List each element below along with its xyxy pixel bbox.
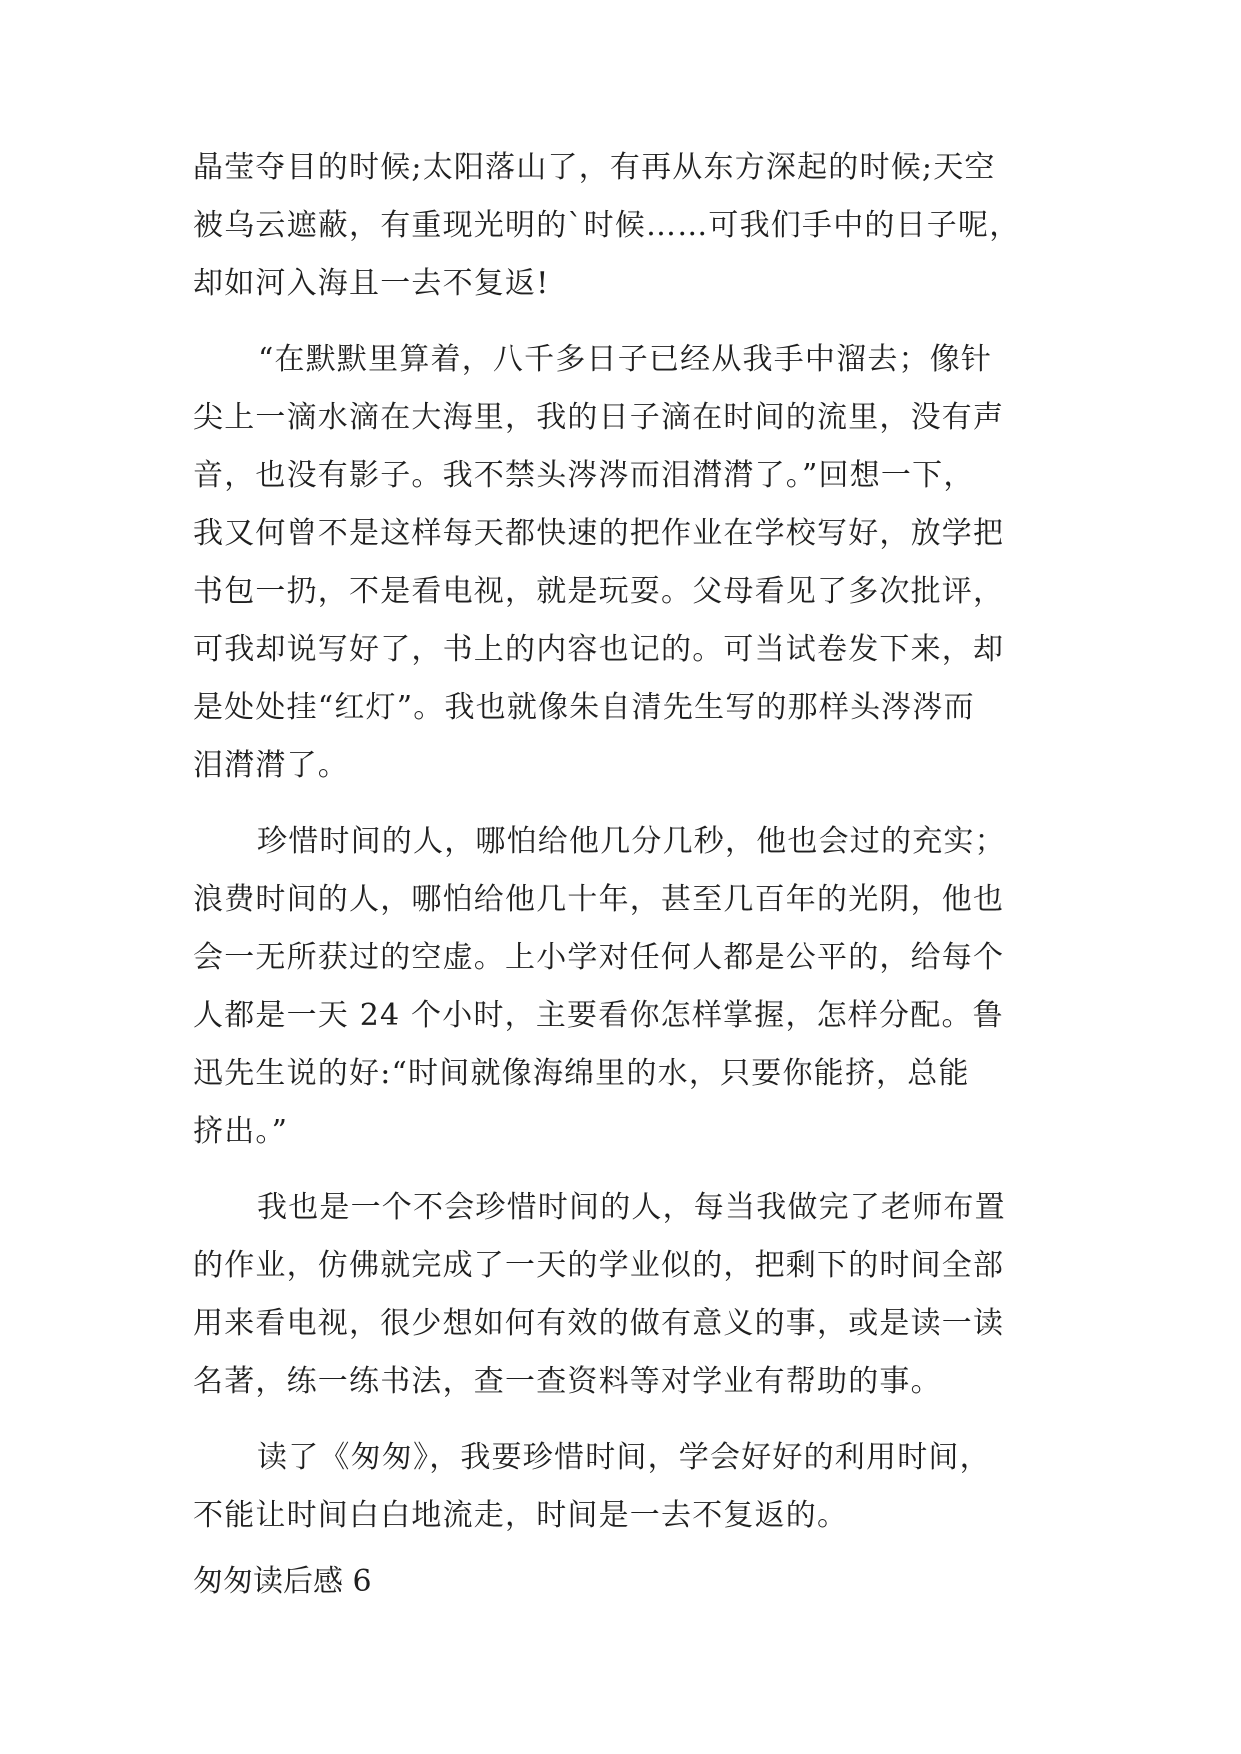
paragraph-first-line: “在默默里算着，八千多日子已经从我手中溜去；像针 [258,342,993,377]
paragraph-first-line: 珍惜时间的人，哪怕给他几分几秒，他也会过的充实； [257,824,1006,859]
section-heading: 匆匆读后感 6 [193,1564,372,1599]
text-line: 是处处挂“红灯”。我也就像朱自清先生写的那样头涔涔而 [193,690,975,725]
text-line: 我又何曾不是这样每天都快速的把作业在学校写好，放学把 [193,516,1005,551]
paragraph-first-line: 读了《匆匆》，我要珍惜时间，学会好好的利用时间， [257,1440,991,1475]
text-line: 音，也没有影子。我不禁头涔涔而泪潸潸了。”回想一下， [193,458,975,493]
text-line: 用来看电视，很少想如何有效的做有意义的事，或是读一读 [193,1306,1005,1341]
paragraph-first-line: 我也是一个不会珍惜时间的人，每当我做完了老师布置 [257,1190,1006,1225]
text-line: 挤出。” [193,1114,289,1149]
text-line: 人都是一天 24 个小时，主要看你怎样掌握，怎样分配。鲁 [193,998,1004,1033]
text-line: 浪费时间的人，哪怕给他几十年，甚至几百年的光阴，他也 [193,882,1005,917]
text-line: 尖上一滴水滴在大海里，我的日子滴在时间的流里，没有声 [193,400,1005,435]
text-line: 可我却说写好了，书上的内容也记的。可当试卷发下来，却 [193,632,1005,667]
text-line: 晶莹夺目的时候;太阳落山了，有再从东方深起的时候;天空 [193,150,996,185]
text-line: 却如河入海且一去不复返! [193,266,550,301]
text-line: 不能让时间白白地流走，时间是一去不复返的。 [193,1498,849,1533]
text-line: 泪潸潸了。 [193,748,349,783]
text-line: 迅先生说的好:“时间就像海绵里的水，只要你能挤，总能 [193,1056,970,1091]
text-line: 书包一扔，不是看电视，就是玩耍。父母看见了多次批评， [193,574,1005,609]
text-line: 被乌云遮蔽，有重现光明的`时候……可我们手中的日子呢， [193,208,1021,243]
text-line: 会一无所获过的空虚。上小学对任何人都是公平的，给每个 [193,940,1005,975]
text-line: 名著，练一练书法，查一查资料等对学业有帮助的事。 [193,1364,942,1399]
text-line: 的作业，仿佛就完成了一天的学业似的，把剩下的时间全部 [193,1248,1005,1283]
